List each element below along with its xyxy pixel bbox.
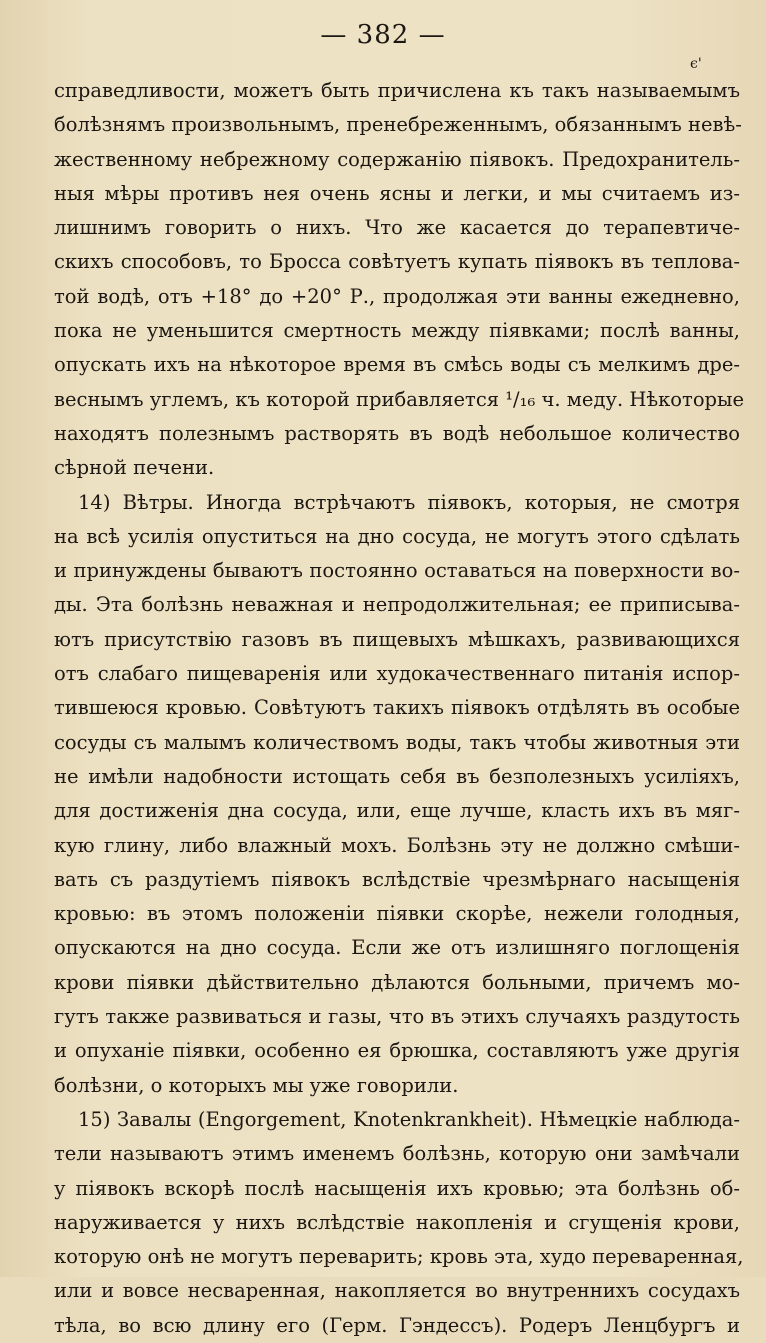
body-text [54,74,745,1343]
text-line: тели называютъ этимъ именемъ болѣзнь, которую они замѣчали [54,1142,740,1166]
text-line: и принуждены бываютъ постоянно оставаться на поверхности во- [54,559,740,583]
text-line: ныя мѣры противъ нея очень ясны и легки, и мы считаемъ из- [54,181,740,205]
text-line: которую онѣ не могутъ переварить; кровь эта, худо переваренная, [54,1245,744,1269]
text-line: кую глину, либо влажный мохъ. Болѣзнь эту не должно смѣши- [54,833,740,857]
text-line: вать съ раздутіемъ піявокъ вслѣдствіе чрезмѣрнаго насыщенія [54,867,740,891]
text-line: и опуханіе піявки, особенно ея брюшка, составляютъ уже другія [54,1039,740,1063]
text-line: кровью: въ этомъ положеніи піявки скорѣе, нежели голодныя, [54,902,740,926]
text-line: лишнимъ говорить о нихъ. Что же касается до терапевтиче- [54,216,740,240]
section-14-heading-line: 14) Вѣтры. Иногда встрѣчаютъ піявокъ, которыя, не смотря [78,490,740,514]
text-line: сѣрной печени. [54,456,215,480]
text-line: у піявокъ вскорѣ послѣ насыщенія ихъ кровью; эта болѣзнь об- [54,1176,740,1200]
text-line: опускаются на дно сосуда. Если же отъ излишняго поглощенія [54,936,740,960]
text-line: находятъ полезнымъ растворять въ водѣ небольшое количество [54,421,740,445]
text-line: опускать ихъ на нѣкоторое время въ смѣсь воды съ мелкимъ дре- [54,353,740,377]
text-line: или и вовсе несваренная, накопляется во внутреннихъ сосудахъ [54,1279,740,1303]
text-line: тѣла, во всю длину его (Герм. Гэндессъ). Родеръ Ленцбургъ и [54,1313,740,1337]
text-line: тившеюся кровью. Совѣтуютъ такихъ піявокъ отдѣлять въ особые [54,696,740,720]
text-line: жественному небрежному содержанію піявокъ. Предохранитель- [54,147,740,171]
text-line: пока не уменьшится смертность между піявками; послѣ ванны, [54,319,740,343]
text-line: той водѣ, отъ +18° до +20° Р., продолжая эти ванны ежедневно, [54,284,740,308]
text-line: ютъ присутствію газовъ въ пищевыхъ мѣшкахъ, развивающихся [54,627,740,651]
text-line: отъ слабаго пищеваренія или худокачественнаго питанія испор- [54,662,740,686]
text-line: веснымъ углемъ, къ которой прибавляется ¹/₁₆ ч. меду. Нѣкоторые [54,387,745,411]
text-line: для достиженія дна сосуда, или, еще лучше, класть ихъ въ мяг- [54,799,740,823]
text-line: болѣзнямъ произвольнымъ, пренебреженнымъ, обязаннымъ невѣ- [54,113,742,137]
text-line: скихъ способовъ, то Бросса совѣтуетъ купать піявокъ въ теплова- [54,250,740,274]
text-line: не имѣли надобности истощать себя въ безполезныхъ усиліяхъ, [54,764,740,788]
text-line: ды. Эта болѣзнь неважная и непродолжительная; ее приписыва- [54,593,740,617]
text-line: гутъ также развиваться и газы, что въ этихъ случаяхъ раздутость [54,1005,740,1029]
text-line: сосуды съ малымъ количествомъ воды, такъ чтобы животныя эти [54,730,740,754]
text-line: крови піявки дѣйствительно дѣлаются больными, причемъ мо- [54,970,740,994]
text-line: болѣзни, о которыхъ мы уже говорили. [54,1073,459,1097]
text-line: на всѣ усилія опуститься на дно сосуда, не могутъ этого сдѣлать [54,524,740,548]
text-line: справедливости, можетъ быть причислена къ такъ называемымъ [54,79,740,102]
text-line: наруживается у нихъ вслѣдствіе накопленія и сгущенія крови, [54,1210,740,1234]
corner-mark: ϵ' [690,56,702,72]
section-15-heading-line: 15) Завалы (Engorgement, Knotenkrankheit). Нѣмецкіе наблюда- [78,1107,740,1131]
page-number: — 382 — [320,20,446,50]
